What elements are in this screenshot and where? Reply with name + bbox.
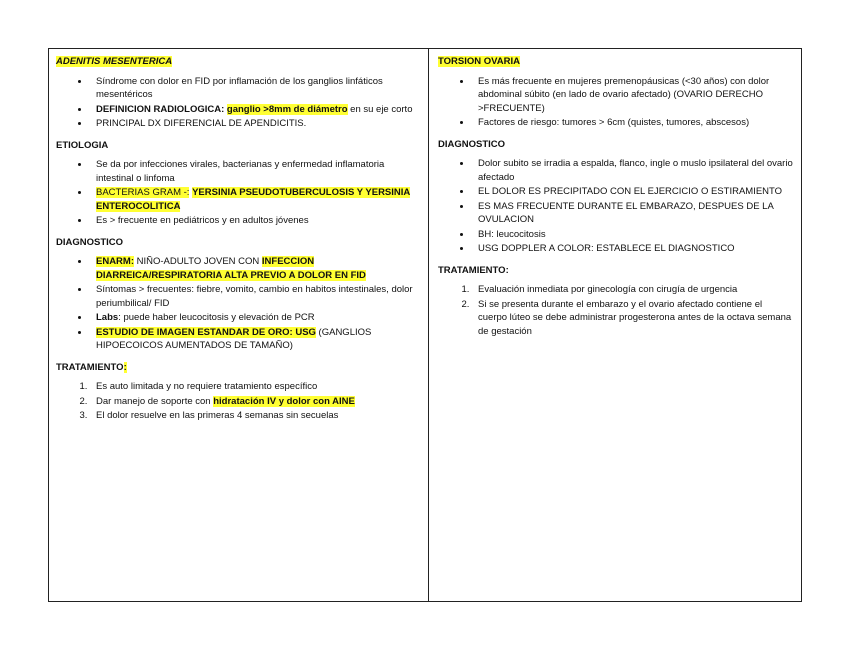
list-item: • Síntomas > frecuentes: fiebre, vomito, cambio en habitos intestinales, dolor periumbilical/ FID	[90, 283, 416, 310]
list-item: • PRINCIPAL DX DIFERENCIAL DE APENDICITIS.	[90, 117, 416, 131]
adenitis-title: ADENITIS MESENTERICA	[56, 56, 173, 67]
list-item: 3. El dolor resuelve en las primeras 4 semanas sin secuelas	[90, 409, 416, 423]
list-item: • Dolor subito se irradia a espalda, flanco, ingle o muslo ipsilateral del ovario afectado	[472, 157, 793, 184]
list-item: • ENARM: NIÑO-ADULTO JOVEN CON INFECCION DIARREICA/RESPIRATORIA ALTA PREVIO A DOLOR EN FID	[90, 255, 416, 282]
right-column	[438, 55, 793, 346]
list-item: 2. Si se presenta durante el embarazo y el ovario afectado contiene el cuerpo lúteo se debe administrar progesterona antes de la octava semana de gestación	[472, 298, 793, 339]
list-item: 1. Es auto limitada y no requiere tratamiento específico	[90, 380, 416, 394]
list-item: • Es más frecuente en mujeres premenopáusicas (<30 años) con dolor abdominal súbito (en lado de ovario afectado) (OVARIO DERECHO >FRECUENTE)	[472, 75, 793, 116]
tratamiento-list	[438, 283, 793, 338]
torsion-title: TORSION OVARIA	[438, 56, 520, 67]
adenitis-list	[56, 75, 416, 131]
list-item: • Síndrome con dolor en FID por inflamación de los ganglios linfáticos mesentéricos	[90, 75, 416, 102]
list-item: • Factores de riesgo: tumores > 6cm (quistes, tumores, abscesos)	[472, 116, 793, 130]
list-item: • DEFINICION RADIOLOGICA: ganglio >8mm de diámetro en su eje corto	[90, 103, 416, 117]
left-column	[56, 55, 416, 431]
etiologia-list	[56, 158, 416, 228]
list-item: • EL DOLOR ES PRECIPITADO CON EL EJERCICIO O ESTIRAMIENTO	[472, 185, 793, 199]
diagnostico-title: DIAGNOSTICO	[56, 236, 124, 248]
list-item: • ES MAS FRECUENTE DURANTE EL EMBARAZO, DESPUES DE LA OVULACION	[472, 200, 793, 227]
column-divider	[428, 49, 429, 601]
diagnostico-title: DIAGNOSTICO	[438, 138, 506, 150]
diagnostico-list	[438, 157, 793, 256]
document-frame	[48, 48, 802, 602]
list-item: • ESTUDIO DE IMAGEN ESTANDAR DE ORO: USG (GANGLIOS HIPOECOICOS AUMENTADOS DE TAMAÑO)	[90, 326, 416, 353]
tratamiento-list	[56, 380, 416, 423]
torsion-list	[438, 75, 793, 130]
etiologia-title: ETIOLOGIA	[56, 139, 109, 151]
list-item: 1. Evaluación inmediata por ginecología con cirugía de urgencia	[472, 283, 793, 297]
list-item: • Es > frecuente en pediátricos y en adultos jóvenes	[90, 214, 416, 228]
tratamiento-title: TRATAMIENTO:	[438, 264, 509, 276]
list-item: 2. Dar manejo de soporte con hidratación IV y dolor con AINE	[90, 395, 416, 409]
list-item: • Labs: puede haber leucocitosis y elevación de PCR	[90, 311, 416, 325]
list-item: • BH: leucocitosis	[472, 228, 793, 242]
list-item: • Se da por infecciones virales, bacterianas y enfermedad inflamatoria intestinal o linfoma	[90, 158, 416, 185]
list-item: • USG DOPPLER A COLOR: ESTABLECE EL DIAGNOSTICO	[472, 242, 793, 256]
list-item: • BACTERIAS GRAM -: YERSINIA PSEUDOTUBERCULOSIS Y YERSINIA ENTEROCOLITICA	[90, 186, 416, 213]
tratamiento-title: TRATAMIENTO:	[56, 361, 127, 373]
diagnostico-list	[56, 255, 416, 353]
